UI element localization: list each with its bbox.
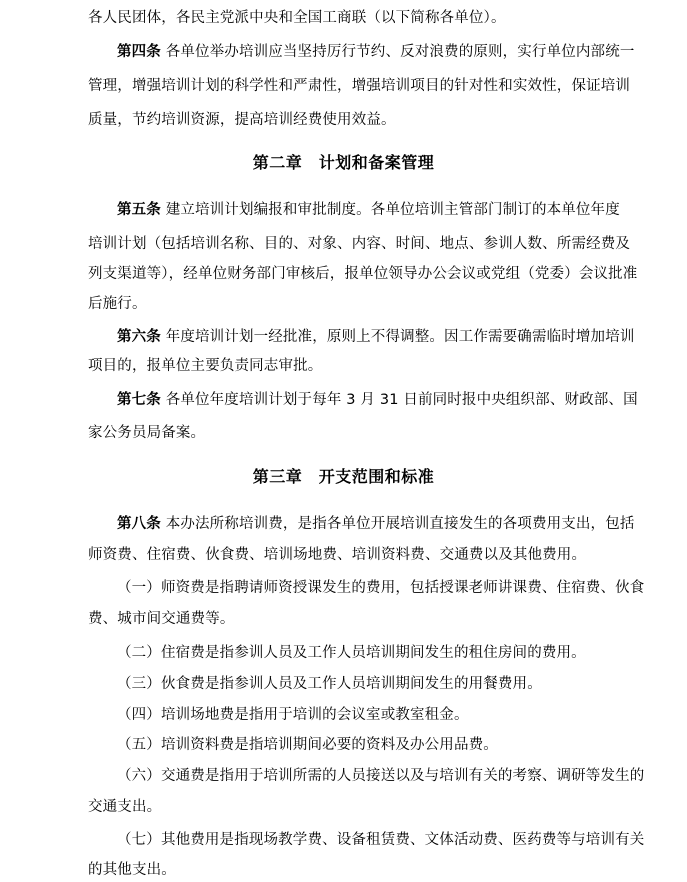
article-4-text: 各单位举办培训应当坚持厉行节约、反对浪费的原则，实行单位内部统一 [160,44,635,60]
list-item-7-cont: 的其他支出。 [88,862,176,878]
article-8-label: 第八条 [117,515,161,532]
paragraph-line: 师资费、住宿费、伙食费、培训场地费、培训资料费、交通费以及其他费用。 [88,547,587,563]
article-4-label: 第四条 [117,43,161,60]
list-item-1: （一）师资费是指聘请师资授课发生的费用，包括授课老师讲课费、住宿费、伙食 [117,580,645,596]
paragraph-line: 项目的，报单位主要负责同志审批。 [88,358,323,374]
article-6-text: 年度培训计划一经批准，原则上不得调整。因工作需要确需临时增加培训 [160,329,635,345]
list-item-2: （二）住宿费是指参训人员及工作人员培训期间发生的租住房间的费用。 [117,645,586,661]
list-item-6-cont: 交通支出。 [88,799,162,815]
paragraph-line: 培训计划（包括培训名称、目的、对象、内容、时间、地点、参训人数、所需经费及 [88,236,631,252]
article-7-line [117,390,638,410]
paragraph-line: 列支渠道等），经单位财务部门审核后，报单位领导办公会议或党组（党委）会议批准 [88,266,638,282]
article-7-label: 第七条 [117,391,161,408]
article-5-label: 第五条 [117,201,161,218]
article-7-text: 各单位年度培训计划于每年 3 月 31 日前同时报中央组织部、财政部、国 [160,392,638,408]
chapter-2-heading: 第二章 计划和备案管理 [252,153,435,172]
paragraph-line: 家公务员局备案。 [88,425,206,441]
article-6-label: 第六条 [117,328,161,345]
chapter-3-heading: 第三章 开支范围和标准 [252,467,435,486]
list-item-6: （六）交通费是指用于培训所需的人员接送以及与培训有关的考察、调研等发生的 [117,768,645,784]
paragraph-line: 管理，增强培训计划的科学性和严肃性，增强培训项目的针对性和实效性，保证培训 [88,78,631,94]
paragraph-line: 各人民团体，各民主党派中央和全国工商联（以下简称各单位）。 [88,10,506,26]
article-6-line [117,327,635,347]
list-item-1-cont: 费、城市间交通费等。 [88,611,235,627]
paragraph-line: 后施行。 [88,296,147,312]
article-8-text: 本办法所称培训费，是指各单位开展培训直接发生的各项费用支出，包括 [160,516,635,532]
article-5-line [117,200,620,220]
article-5-text: 建立培训计划编报和审批制度。各单位培训主管部门制订的本单位年度 [160,202,620,218]
list-item-5: （五）培训资料费是指培训期间必要的资料及办公用品费。 [117,737,498,753]
paragraph-line: 质量，节约培训资源，提高培训经费使用效益。 [88,112,396,128]
list-item-7: （七）其他费用是指现场教学费、设备租赁费、文体活动费、医药费等与培训有关 [117,832,645,848]
article-4-line [117,42,635,62]
list-item-3: （三）伙食费是指参训人员及工作人员培训期间发生的用餐费用。 [117,676,542,692]
article-8-line [117,514,635,534]
list-item-4: （四）培训场地费是指用于培训的会议室或教室租金。 [117,707,469,723]
